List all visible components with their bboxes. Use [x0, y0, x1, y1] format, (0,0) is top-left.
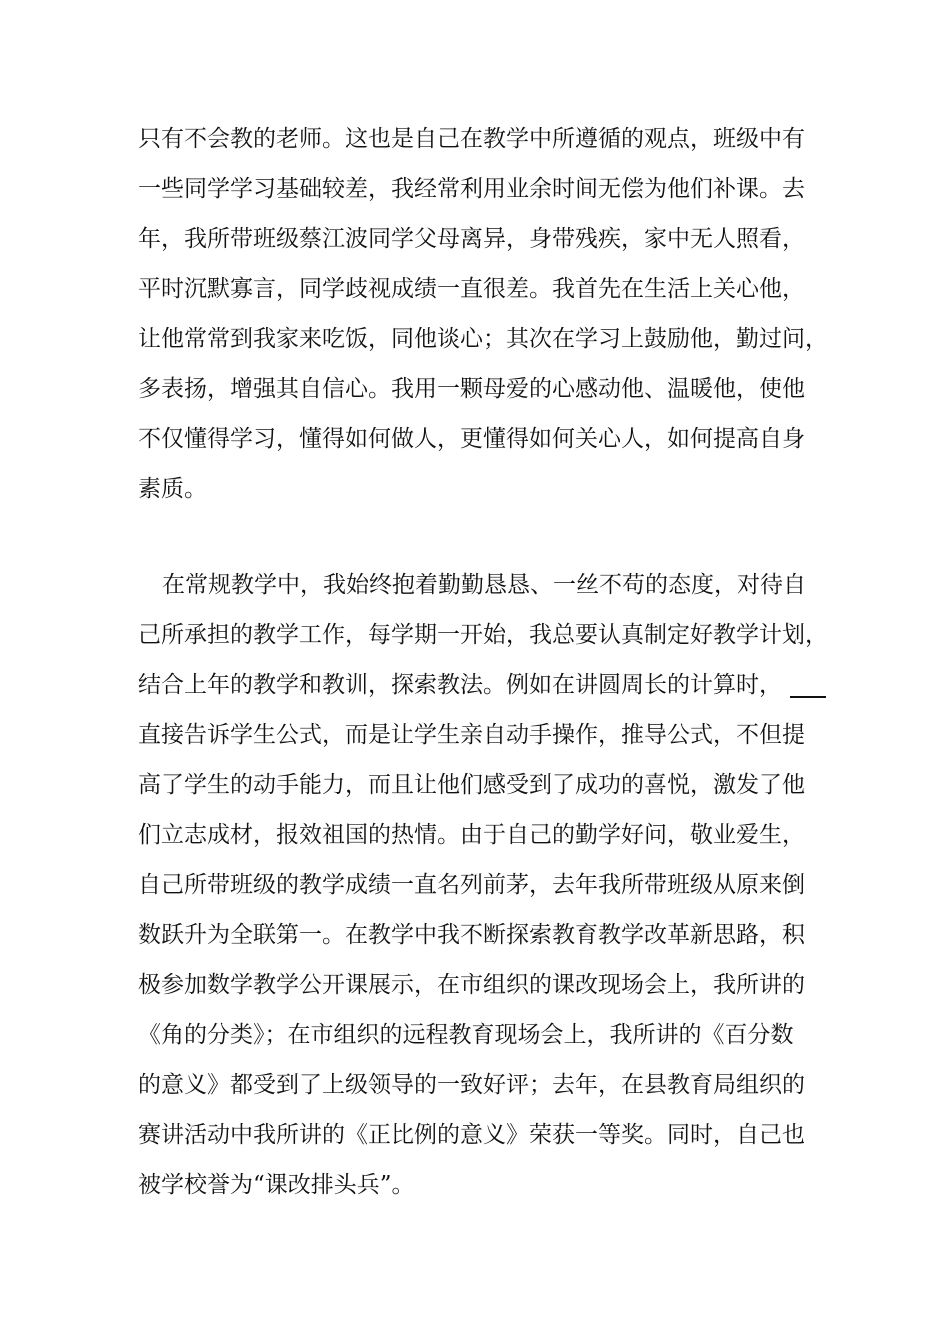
paragraph-2-line-8: 数跃升为全联第一。在教学中我不断探索教育教学改革新思路，积 — [138, 922, 805, 948]
paragraph-2-line-6: 们立志成材，报效祖国的热情。由于自己的勤学好问，敬业爱生， — [138, 822, 805, 848]
paragraph-2-line-10: 《角的分类》；在市组织的远程教育现场会上，我所讲的《百分数 — [138, 1022, 794, 1048]
paragraph-1-line-7: 不仅懂得学习，懂得如何做人，更懂得如何关心人，如何提高自身 — [138, 426, 805, 452]
paragraph-1-line-6: 多表扬，增强其自信心。我用一颗母爱的心感动他、温暖他，使他 — [138, 376, 805, 402]
paragraph-1-line-4: 平时沉默寡言，同学歧视成绩一直很差。我首先在生活上关心他， — [138, 276, 805, 302]
paragraph-2-line-3 — [138, 660, 826, 710]
paragraph-1-line-2: 一些同学学习基础较差，我经常利用业余时间无偿为他们补课。去 — [138, 176, 805, 202]
paragraph-1-line-1: 只有不会教的老师。这也是自己在教学中所遵循的观点，班级中有 — [138, 126, 805, 152]
paragraph-1-line-3: 年，我所带班级蔡江波同学父母离异，身带残疾，家中无人照看， — [138, 226, 805, 252]
paragraph-2-line-13: 被学校誉为“课改排头兵”。 — [138, 1172, 415, 1198]
paragraph-2-line-9: 极参加数学教学公开课展示，在市组织的课改现场会上，我所讲的 — [138, 972, 805, 998]
paragraph-2-line-11: 的意义》都受到了上级领导的一致好评；去年，在县教育局组织的 — [138, 1072, 805, 1098]
paragraph-1-line-8: 素质。 — [138, 476, 207, 502]
paragraph-2-line-3-text: 结合上年的教学和教训，探索教法。例如在讲圆周长的计算时， — [138, 672, 782, 698]
paragraph-1-line-5: 让他常常到我家来吃饭，同他谈心；其次在学习上鼓励他，勤过问， — [138, 326, 828, 352]
paragraph-2-line-2: 己所承担的教学工作，每学期一开始，我总要认真制定好教学计划， — [138, 622, 828, 648]
fill-in-blank — [790, 696, 826, 698]
paragraph-2-line-5: 高了学生的动手能力，而且让他们感受到了成功的喜悦，激发了他 — [138, 772, 805, 798]
paragraph-2-line-12: 赛讲活动中我所讲的《正比例的意义》荣获一等奖。同时，自己也 — [138, 1122, 805, 1148]
paragraph-2-line-1: 在常规教学中，我始终抱着勤勤恳恳、一丝不苟的态度，对待自 — [162, 572, 806, 598]
paragraph-2-line-4: 直接告诉学生公式，而是让学生亲自动手操作，推导公式，不但提 — [138, 722, 805, 748]
paragraph-2-line-7: 自己所带班级的教学成绩一直名列前茅，去年我所带班级从原来倒 — [138, 872, 805, 898]
